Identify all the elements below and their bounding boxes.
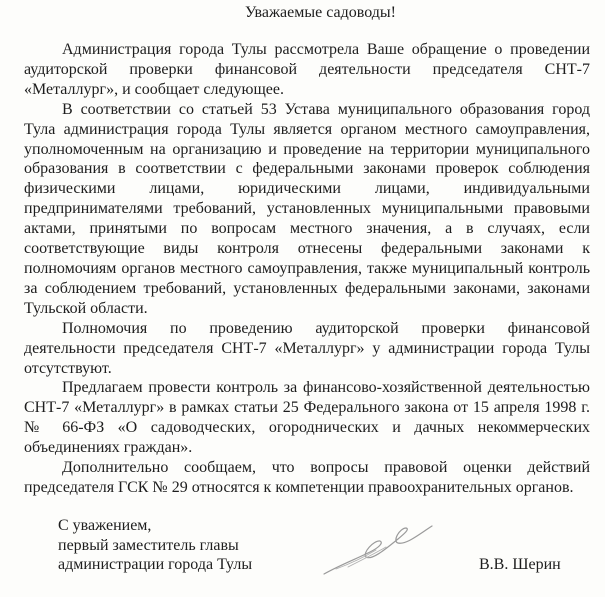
paragraph-proposal: Предлагаем провести контроль за финансово-хозяйственной деятельностью СНТ-7 «Металлург» в рамках статьи 25 Федерального закона от 15 апреля 1998 г. № 66-ФЗ «О садоводческих, огороднических и дачных некоммерческих объединениях граждан». — [24, 379, 590, 457]
letter-body — [24, 40, 590, 498]
letter-greeting: Уважаемые садоводы! — [245, 4, 396, 21]
signer-position-line1: первый заместитель главы — [58, 536, 239, 554]
paragraph-no-authority: Полномочия по проведению аудиторской проверки финансовой деятельности председателя СНТ-7 «Металлург» у администрации города Тулы отсутствуют. — [24, 319, 590, 377]
closing-salutation: С уважением, — [58, 517, 152, 534]
paragraph-legal-basis: В соответствии со статьей 53 Устава муниципального образования город Тула администрация города Тулы является органом местного самоуправления, уполномоченным на организацию и проведение на территории муниципального образования в соответствии с федеральными законами проверок соблюдения физическими лицами, юридическими лицами, индивидуальными предпринимателями требований, установленных муниципальными правовыми актами, принятыми по вопросам местного значения, а в случаях, если соответствующие виды контроля отнесены федеральными законами к полномочиям органов местного самоуправления, также муниципальный контроль за соблюдением требований, установленных федеральными законами, законами Тульской области. — [24, 100, 590, 317]
handwritten-signature — [318, 519, 438, 581]
closing-block — [58, 516, 252, 575]
signer-name: В.В. Шерин — [479, 556, 561, 573]
paragraph-law-enforcement: Дополнительно сообщаем, что вопросы правовой оценки действий председателя ГСК № 29 относятся к компетенции правоохранительных органов. — [24, 459, 590, 496]
paragraph-request-summary: Администрация города Тулы рассмотрела Ваше обращение о проведении аудиторской проверки финансовой деятельности председателя СНТ-7 «Металлург», и сообщает следующее. — [24, 41, 590, 98]
signer-position-line2: администрации города Тулы — [58, 556, 253, 573]
